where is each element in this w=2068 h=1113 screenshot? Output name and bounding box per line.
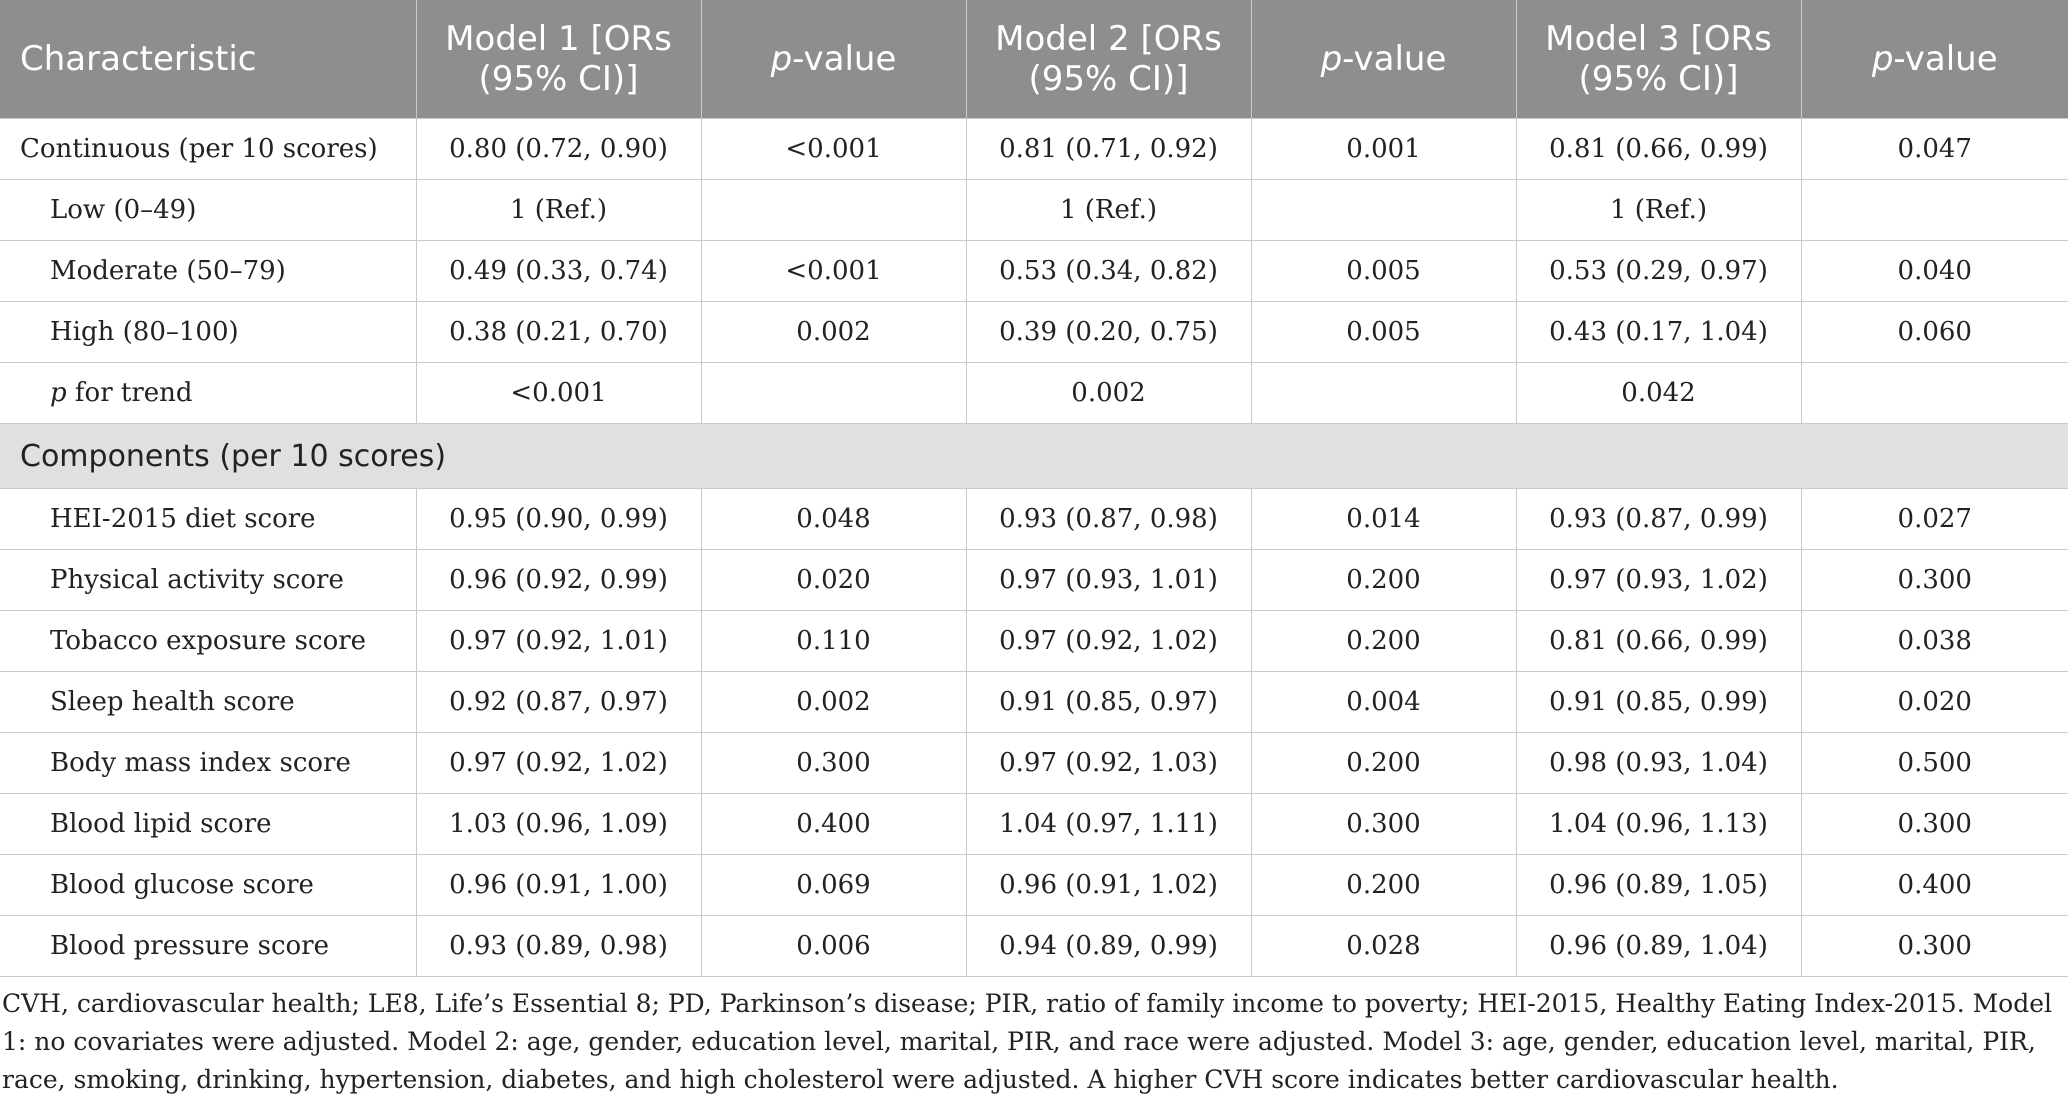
header-characteristic: Characteristic bbox=[0, 0, 416, 119]
model3-or: 0.96 (0.89, 1.05) bbox=[1516, 855, 1801, 916]
model3-or: 0.97 (0.93, 1.02) bbox=[1516, 550, 1801, 611]
header-pvalue-1 bbox=[701, 0, 966, 119]
row-label: HEI-2015 diet score bbox=[0, 489, 416, 550]
table-row bbox=[0, 550, 2068, 611]
model2-p: 0.028 bbox=[1251, 916, 1516, 977]
row-label: Moderate (50–79) bbox=[0, 241, 416, 302]
table-row bbox=[0, 180, 2068, 241]
model1-p: 0.020 bbox=[701, 550, 966, 611]
table-row bbox=[0, 119, 2068, 180]
table-header bbox=[0, 0, 2068, 119]
model2-or: 0.93 (0.87, 0.98) bbox=[966, 489, 1251, 550]
model1-or: 0.80 (0.72, 0.90) bbox=[416, 119, 701, 180]
model2-p: 0.200 bbox=[1251, 550, 1516, 611]
model2-or: 0.97 (0.92, 1.03) bbox=[966, 733, 1251, 794]
model3-p: 0.400 bbox=[1801, 855, 2068, 916]
model3-p: 0.300 bbox=[1801, 794, 2068, 855]
model2-p: 0.004 bbox=[1251, 672, 1516, 733]
model1-p: 0.069 bbox=[701, 855, 966, 916]
model1-p bbox=[701, 363, 966, 424]
header-model2: Model 2 [ORs (95% CI)] bbox=[966, 0, 1251, 119]
table-row bbox=[0, 241, 2068, 302]
model1-or: 0.92 (0.87, 0.97) bbox=[416, 672, 701, 733]
table-row bbox=[0, 611, 2068, 672]
model3-or: 0.98 (0.93, 1.04) bbox=[1516, 733, 1801, 794]
model3-or: 0.43 (0.17, 1.04) bbox=[1516, 302, 1801, 363]
model3-or: 0.81 (0.66, 0.99) bbox=[1516, 119, 1801, 180]
header-pvalue-3 bbox=[1801, 0, 2068, 119]
model3-p: 0.040 bbox=[1801, 241, 2068, 302]
model2-p: 0.001 bbox=[1251, 119, 1516, 180]
model3-or: 0.93 (0.87, 0.99) bbox=[1516, 489, 1801, 550]
row-label: Physical activity score bbox=[0, 550, 416, 611]
header-row bbox=[0, 0, 2068, 119]
model2-or: 0.53 (0.34, 0.82) bbox=[966, 241, 1251, 302]
model2-or: 1 (Ref.) bbox=[966, 180, 1251, 241]
model1-p: <0.001 bbox=[701, 241, 966, 302]
header-p-rest: -value bbox=[1342, 39, 1447, 79]
model1-p: 0.300 bbox=[701, 733, 966, 794]
model2-or: 0.81 (0.71, 0.92) bbox=[966, 119, 1251, 180]
row-label: Continuous (per 10 scores) bbox=[0, 119, 416, 180]
model1-or: 1 (Ref.) bbox=[416, 180, 701, 241]
model3-or: 1 (Ref.) bbox=[1516, 180, 1801, 241]
model1-p: 0.110 bbox=[701, 611, 966, 672]
model3-p: 0.300 bbox=[1801, 916, 2068, 977]
model2-p: 0.014 bbox=[1251, 489, 1516, 550]
model1-p: 0.048 bbox=[701, 489, 966, 550]
model3-p: 0.060 bbox=[1801, 302, 2068, 363]
section-row bbox=[0, 424, 2068, 489]
model2-or: 0.91 (0.85, 0.97) bbox=[966, 672, 1251, 733]
row-label: Body mass index score bbox=[0, 733, 416, 794]
table-row bbox=[0, 794, 2068, 855]
header-model1: Model 1 [ORs (95% CI)] bbox=[416, 0, 701, 119]
row-label: Blood lipid score bbox=[0, 794, 416, 855]
p-trend-italic: p bbox=[50, 378, 67, 408]
model2-p: 0.005 bbox=[1251, 302, 1516, 363]
model2-or: 0.96 (0.91, 1.02) bbox=[966, 855, 1251, 916]
model1-p: 0.400 bbox=[701, 794, 966, 855]
row-label: Low (0–49) bbox=[0, 180, 416, 241]
row-label: High (80–100) bbox=[0, 302, 416, 363]
model2-or: 0.002 bbox=[966, 363, 1251, 424]
table-row bbox=[0, 489, 2068, 550]
model2-p: 0.200 bbox=[1251, 855, 1516, 916]
model1-or: 0.96 (0.91, 1.00) bbox=[416, 855, 701, 916]
header-p-italic: p bbox=[1871, 39, 1894, 79]
table-row bbox=[0, 733, 2068, 794]
model3-p bbox=[1801, 363, 2068, 424]
model1-p: 0.006 bbox=[701, 916, 966, 977]
p-trend-rest: for trend bbox=[66, 378, 193, 408]
model2-p: 0.200 bbox=[1251, 611, 1516, 672]
model2-p bbox=[1251, 180, 1516, 241]
model3-or: 1.04 (0.96, 1.13) bbox=[1516, 794, 1801, 855]
model1-or: <0.001 bbox=[416, 363, 701, 424]
model1-or: 0.95 (0.90, 0.99) bbox=[416, 489, 701, 550]
model3-or: 0.91 (0.85, 0.99) bbox=[1516, 672, 1801, 733]
model1-or: 0.97 (0.92, 1.01) bbox=[416, 611, 701, 672]
table-body bbox=[0, 119, 2068, 977]
model3-p: 0.027 bbox=[1801, 489, 2068, 550]
table-row bbox=[0, 855, 2068, 916]
header-p-rest: -value bbox=[792, 39, 897, 79]
header-pvalue-2 bbox=[1251, 0, 1516, 119]
model2-p: 0.300 bbox=[1251, 794, 1516, 855]
model1-or: 1.03 (0.96, 1.09) bbox=[416, 794, 701, 855]
model2-or: 0.97 (0.92, 1.02) bbox=[966, 611, 1251, 672]
model3-or: 0.81 (0.66, 0.99) bbox=[1516, 611, 1801, 672]
table-row bbox=[0, 916, 2068, 977]
table-row bbox=[0, 672, 2068, 733]
model3-or: 0.53 (0.29, 0.97) bbox=[1516, 241, 1801, 302]
model1-p: 0.002 bbox=[701, 302, 966, 363]
table-row bbox=[0, 302, 2068, 363]
model2-p bbox=[1251, 363, 1516, 424]
model3-p bbox=[1801, 180, 2068, 241]
model2-or: 0.39 (0.20, 0.75) bbox=[966, 302, 1251, 363]
header-model3: Model 3 [ORs (95% CI)] bbox=[1516, 0, 1801, 119]
model1-or: 0.38 (0.21, 0.70) bbox=[416, 302, 701, 363]
model1-or: 0.93 (0.89, 0.98) bbox=[416, 916, 701, 977]
model1-or: 0.96 (0.92, 0.99) bbox=[416, 550, 701, 611]
model2-p: 0.200 bbox=[1251, 733, 1516, 794]
table-footnote: CVH, cardiovascular health; LE8, Life’s Essential 8; PD, Parkinson’s disease; PIR, ratio of family income to poverty; HEI-2015, Healthy Eating Index-2015. Model 1: no covariates were adjusted. Model 2: age, gender, education level, marital, PIR, and race were adjusted. Model 3: age, gender, education level, marital, PIR, race, smoking, drinking, hypertension, diabetes, and high cholesterol were adjusted. A higher CVH score indicates better cardiovascular health. bbox=[2, 989, 2053, 1094]
table-row bbox=[0, 363, 2068, 424]
row-label: Tobacco exposure score bbox=[0, 611, 416, 672]
model3-or: 0.042 bbox=[1516, 363, 1801, 424]
header-p-italic: p bbox=[770, 39, 793, 79]
model1-or: 0.49 (0.33, 0.74) bbox=[416, 241, 701, 302]
model2-or: 0.97 (0.93, 1.01) bbox=[966, 550, 1251, 611]
model2-p: 0.005 bbox=[1251, 241, 1516, 302]
model1-p: <0.001 bbox=[701, 119, 966, 180]
section-label: Components (per 10 scores) bbox=[0, 424, 2068, 489]
model3-p: 0.500 bbox=[1801, 733, 2068, 794]
row-label: Blood pressure score bbox=[0, 916, 416, 977]
header-p-rest: -value bbox=[1893, 39, 1998, 79]
row-label: Sleep health score bbox=[0, 672, 416, 733]
row-label: Blood glucose score bbox=[0, 855, 416, 916]
model3-p: 0.300 bbox=[1801, 550, 2068, 611]
model1-or: 0.97 (0.92, 1.02) bbox=[416, 733, 701, 794]
model3-p: 0.020 bbox=[1801, 672, 2068, 733]
model3-or: 0.96 (0.89, 1.04) bbox=[1516, 916, 1801, 977]
model3-p: 0.047 bbox=[1801, 119, 2068, 180]
row-label bbox=[0, 363, 416, 424]
model2-or: 1.04 (0.97, 1.11) bbox=[966, 794, 1251, 855]
model2-or: 0.94 (0.89, 0.99) bbox=[966, 916, 1251, 977]
model1-p bbox=[701, 180, 966, 241]
model3-p: 0.038 bbox=[1801, 611, 2068, 672]
model1-p: 0.002 bbox=[701, 672, 966, 733]
header-p-italic: p bbox=[1320, 39, 1343, 79]
